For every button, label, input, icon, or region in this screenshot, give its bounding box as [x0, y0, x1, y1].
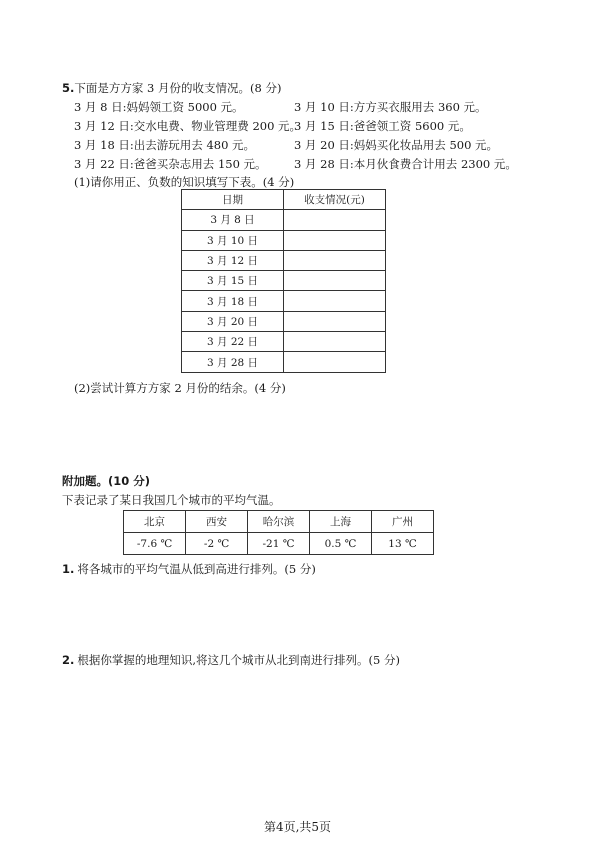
question-text: 下面是方方家 3 月份的收支情况。(8 分) — [74, 81, 282, 95]
table-row — [182, 210, 386, 230]
date-cell: 3 月 10 日 — [182, 230, 284, 250]
amount-cell[interactable] — [284, 210, 386, 230]
date-cell: 3 月 20 日 — [182, 311, 284, 331]
sub-question-2: (2)尝试计算方方家 2 月份的结余。(4 分) — [74, 381, 286, 395]
date-cell: 3 月 8 日 — [182, 210, 284, 230]
question-text: 将各城市的平均气温从低到高进行排列。(5 分) — [77, 562, 316, 576]
amount-cell[interactable] — [284, 332, 386, 352]
bonus-intro: 下表记录了某日我国几个城市的平均气温。 — [62, 493, 281, 507]
date-cell: 3 月 12 日 — [182, 250, 284, 270]
table-row — [182, 291, 386, 311]
table-row — [182, 230, 386, 250]
question-number: 1. — [62, 562, 75, 576]
city-row — [124, 511, 434, 533]
header-amount: 收支情况(元) — [284, 190, 386, 210]
income-expense-table — [181, 189, 386, 373]
temperature-cell: -7.6 ℃ — [124, 533, 186, 555]
record-right-3: 3 月 20 日:妈妈买化妆品用去 500 元。 — [294, 138, 499, 152]
table-row — [182, 271, 386, 291]
page-footer: 第4页,共5页 — [263, 820, 332, 834]
question-text: 根据你掌握的地理知识,将这几个城市从北到南进行排列。(5 分) — [77, 653, 400, 667]
record-left-2: 3 月 12 日:交水电费、物业管理费 200 元。 — [74, 119, 302, 133]
table-row — [182, 332, 386, 352]
amount-cell[interactable] — [284, 250, 386, 270]
record-left-1: 3 月 8 日:妈妈领工资 5000 元。 — [74, 100, 244, 114]
table-header-row — [182, 190, 386, 210]
bonus-title-text: 附加题。(10 分) — [62, 474, 151, 488]
record-right-1: 3 月 10 日:方方买衣服用去 360 元。 — [294, 100, 487, 114]
bonus-question-2 — [62, 652, 400, 668]
question-5-heading — [62, 80, 281, 96]
date-cell: 3 月 28 日 — [182, 352, 284, 372]
date-cell: 3 月 22 日 — [182, 332, 284, 352]
table-row — [182, 352, 386, 372]
table-row — [182, 311, 386, 331]
city-cell: 广州 — [372, 511, 434, 533]
city-cell: 上海 — [310, 511, 372, 533]
amount-cell[interactable] — [284, 311, 386, 331]
date-cell: 3 月 18 日 — [182, 291, 284, 311]
amount-cell[interactable] — [284, 230, 386, 250]
city-cell: 北京 — [124, 511, 186, 533]
record-right-2: 3 月 15 日:爸爸领工资 5600 元。 — [294, 119, 471, 133]
amount-cell[interactable] — [284, 271, 386, 291]
record-left-4: 3 月 22 日:爸爸买杂志用去 150 元。 — [74, 157, 267, 171]
temperature-cell: 0.5 ℃ — [310, 533, 372, 555]
record-right-4: 3 月 28 日:本月伙食费合计用去 2300 元。 — [294, 157, 517, 171]
city-temperature-table — [123, 510, 434, 555]
table-row — [182, 250, 386, 270]
city-cell: 哈尔滨 — [248, 511, 310, 533]
temperature-cell: -21 ℃ — [248, 533, 310, 555]
amount-cell[interactable] — [284, 352, 386, 372]
city-cell: 西安 — [186, 511, 248, 533]
sub-question-1: (1)请你用正、负数的知识填写下表。(4 分) — [74, 175, 295, 189]
question-number: 5. — [62, 81, 75, 95]
temperature-row — [124, 533, 434, 555]
date-cell: 3 月 15 日 — [182, 271, 284, 291]
temperature-cell: 13 ℃ — [372, 533, 434, 555]
record-left-3: 3 月 18 日:出去游玩用去 480 元。 — [74, 138, 256, 152]
amount-cell[interactable] — [284, 291, 386, 311]
bonus-title — [62, 473, 150, 489]
header-date: 日期 — [182, 190, 284, 210]
question-number: 2. — [62, 653, 75, 667]
bonus-question-1 — [62, 561, 316, 577]
temperature-cell: -2 ℃ — [186, 533, 248, 555]
